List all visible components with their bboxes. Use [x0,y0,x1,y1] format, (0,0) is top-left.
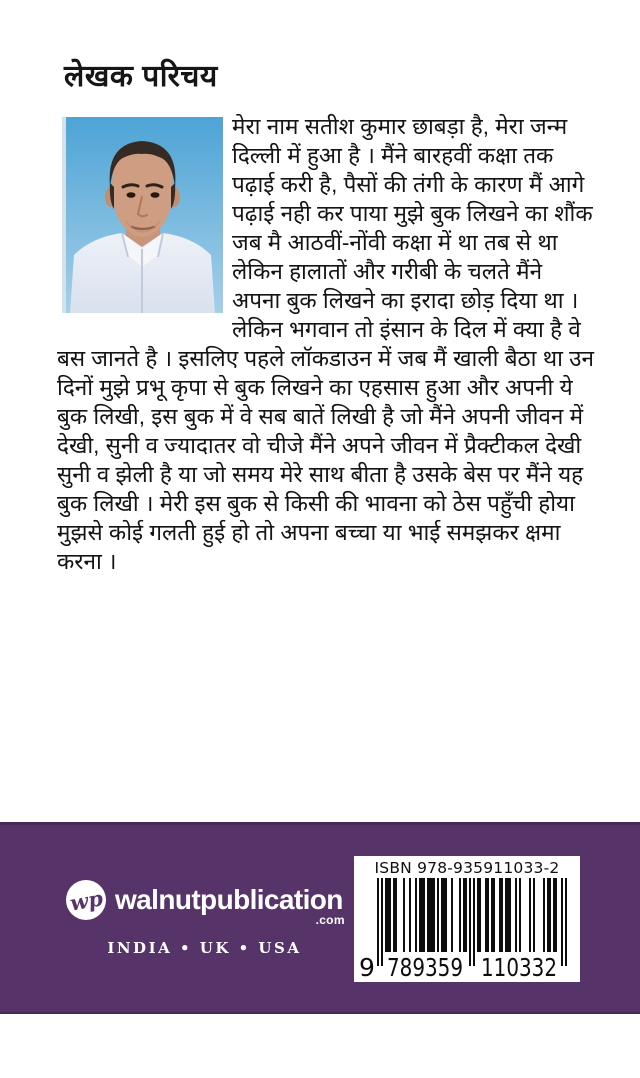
svg-text:789359: 789359 [387,952,463,979]
isbn-label: ISBN 978-935911033-2 [374,858,560,877]
publisher-wordmark-wrap [115,884,345,927]
publisher-logo-row [66,880,345,927]
publisher-regions: INDIA • UK • USA [107,939,302,957]
wp-monogram-letters: wp [67,884,105,916]
book-back-cover [0,54,640,1078]
publisher-domain-suffix: .com [315,913,345,927]
wp-monogram-icon [66,880,106,920]
author-bio-text: मेरा नाम सतीश कुमार छाबड़ा है, मेरा जन्म दिल्ली में हुआ है । मैंने बारहवीं कक्षा तक पढ़ाई करी है, पैसों की तंगी के कारण मैं आगे पढ़ाई नही कर पाया मुझे बुक लिखने का शौंक जब मै आठवीं-नोंवी कक्षा में था तब से था लेकिन हालातों और गरीबी के चलते मैंने अपना बुक लिखने का इरादा छोड़ दिया था । लेकिन भगवान तो इंसान के दिल में क्या है वे बस जानते है । इसलिए पहले लॉकडाउन में जब मैं खाली बैठा था उन दिनों मुझे प्रभू कृपा से बुक लिखने का एहसास हुआ और अपनी ये बुक लिखी, इस बुक में वे सब बातें लिखी है जो मैंने अपनी जीवन में देखी, सुनी व ज्यादातर वो चीजे मैंने अपने जीवन में प्रैक्टीकल देखी सुनी व झेली है या जो समय मेरे साथ बीता है उसके बेस पर मैंने यह बुक लिखी । मेरी इस बुक से किसी की भावना को ठेस पहुँची होया मुझसे कोई गलती हुई हो तो अपना बच्चा या भाई समझकर क्षमा करना । [57,114,594,574]
page-title: लेखक परिचय [64,60,218,93]
svg-text:9: 9 [359,952,375,979]
author-bio-paragraph [57,112,596,576]
author-photo [62,117,223,313]
publisher-band [0,822,640,1014]
author-photo-illustration [62,117,223,313]
isbn-block [354,856,580,982]
svg-text:110332: 110332 [481,952,557,979]
publisher-name: walnutpublication [115,884,343,915]
ean13-barcode [359,878,575,979]
publisher-logo [66,880,343,957]
